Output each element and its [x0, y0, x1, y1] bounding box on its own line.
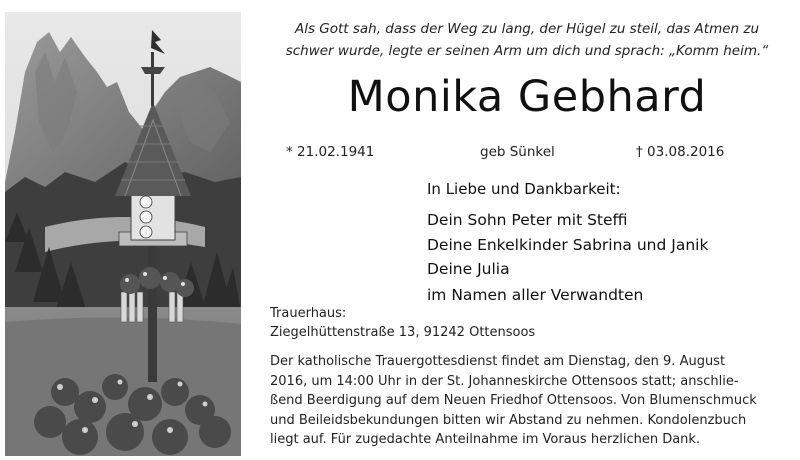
mourner-line: im Namen aller Verwandten — [427, 285, 644, 304]
quote-line: schwer wurde, legte er seinen Arm um dich und sprach: „Komm heim.“ — [285, 43, 769, 59]
notice-line: 2016, um 14:00 Uhr in der St. Johanneskirche Ottensoos statt; anschlie- — [270, 373, 739, 389]
deceased-name: Monika Gebhard — [347, 72, 707, 122]
mourner-line: Deine Enkelkinder Sabrina und Janik — [427, 235, 709, 254]
birth-date: * 21.02.1941 — [286, 144, 375, 160]
mourner-line: Deine Julia — [427, 260, 510, 278]
house-address: Ziegelhüttenstraße 13, 91242 Ottensoos — [270, 325, 536, 340]
mountain-shrine-photo — [5, 12, 241, 456]
maiden-name: geb Sünkel — [480, 144, 555, 160]
house-label: Trauerhaus: — [270, 306, 347, 321]
memorial-quote — [262, 18, 792, 62]
notice-line: und Beileidsbekundungen bitten wir Abstand zu nehmen. Kondolenzbuch — [270, 412, 747, 428]
service-notice — [270, 352, 790, 450]
mourner-line: Dein Sohn Peter mit Steffi — [427, 211, 628, 229]
quote-line: Als Gott sah, dass der Weg zu lang, der Hügel zu steil, das Atmen zu — [294, 21, 760, 37]
notice-line: Der katholische Trauergottesdienst findet am Dienstag, den 9. August — [270, 354, 726, 369]
mourners-list — [427, 208, 708, 307]
notice-line: ßend Beerdigung auf dem Neuen Friedhof Ottensoos. Von Blumenschmuck — [270, 393, 757, 408]
gratitude-heading: In Liebe und Dankbarkeit: — [427, 180, 621, 198]
mourning-house — [270, 304, 535, 342]
notice-line: liegt auf. Für zugedachte Anteilnahme im Voraus herzlichen Dank. — [270, 432, 701, 447]
death-date: † 03.08.2016 — [636, 144, 725, 160]
